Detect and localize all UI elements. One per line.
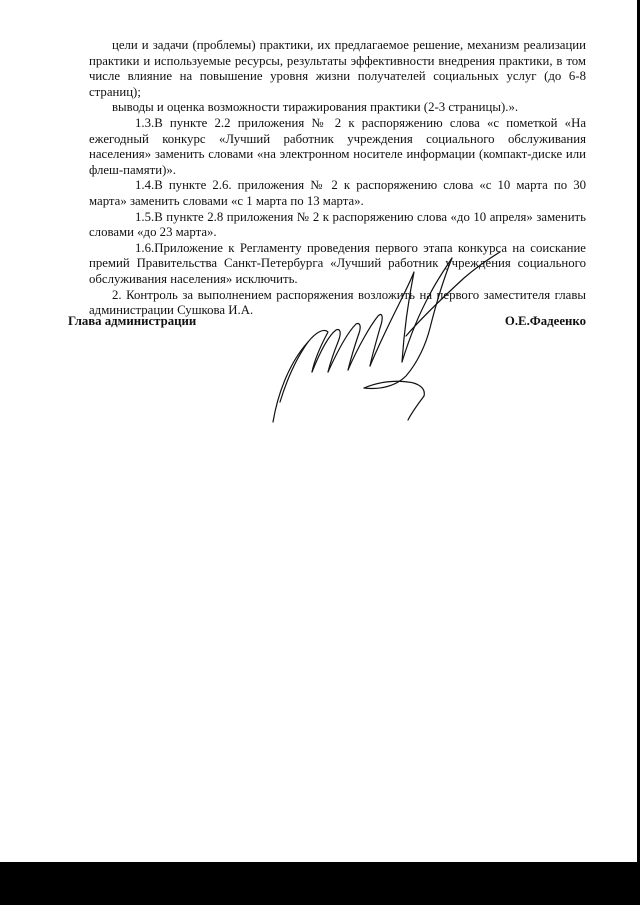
paragraph-number: 1.5. (135, 209, 155, 224)
paragraph-1-3 (89, 116, 586, 178)
scan-edge-bottom (0, 862, 640, 905)
paragraph-text: 2. Контроль за выполнением распоряжения возложить на первого заместителя главы администрации Сушкова И.А. (89, 287, 586, 318)
paragraph-text: выводы и оценка возможности тиражирования практики (2-3 страницы).». (112, 100, 519, 115)
paragraph-practice-conclusions (89, 100, 586, 116)
paragraph-practice-description (89, 38, 586, 100)
paragraph-text: В пункте 2.8 приложения № 2 к распоряжению слова «до 10 апреля» заменить словами «до 23 марта». (89, 209, 586, 240)
signatory-name: О.Е.Фадеенко (504, 314, 586, 328)
handwritten-signature (268, 232, 518, 432)
signatory-title: Глава администрации (68, 314, 197, 328)
paragraph-text: В пункте 2.6. приложения № 2 к распоряжению слова «с 10 марта по 30 марта» заменить словами «с 1 марта по 13 марта». (89, 178, 586, 208)
paragraph-text: Приложение к Регламенту проведения первого этапа конкурса на соискание премий Правительства Санкт-Петербурга «Лучший работник учреждения социального обслуживания населения» исключить. (89, 240, 586, 286)
paragraph-number: 1.6. (135, 240, 155, 255)
paragraph-number: 1.4. (135, 178, 155, 193)
paragraph-text: цели и задачи (проблемы) практики, их предлагаемое решение, механизм реализации практики и используемые ресурсы, результаты эффективности внедрения практики, в том числе влияние на повышение уровня жизни получателей социальных услуг (до 6-8 страниц); (89, 38, 586, 99)
paragraph-1-4 (89, 178, 586, 209)
paragraph-number: 1.3. (135, 115, 155, 130)
paragraph-text: В пункте 2.2 приложения № 2 к распоряжению слова «с пометкой «На ежегодный конкурс «Лучший работник учреждения социального обслуживания населения» заменить словами «на электронном носителе информации (компакт-диске или флеш-памяти)». (89, 115, 586, 177)
